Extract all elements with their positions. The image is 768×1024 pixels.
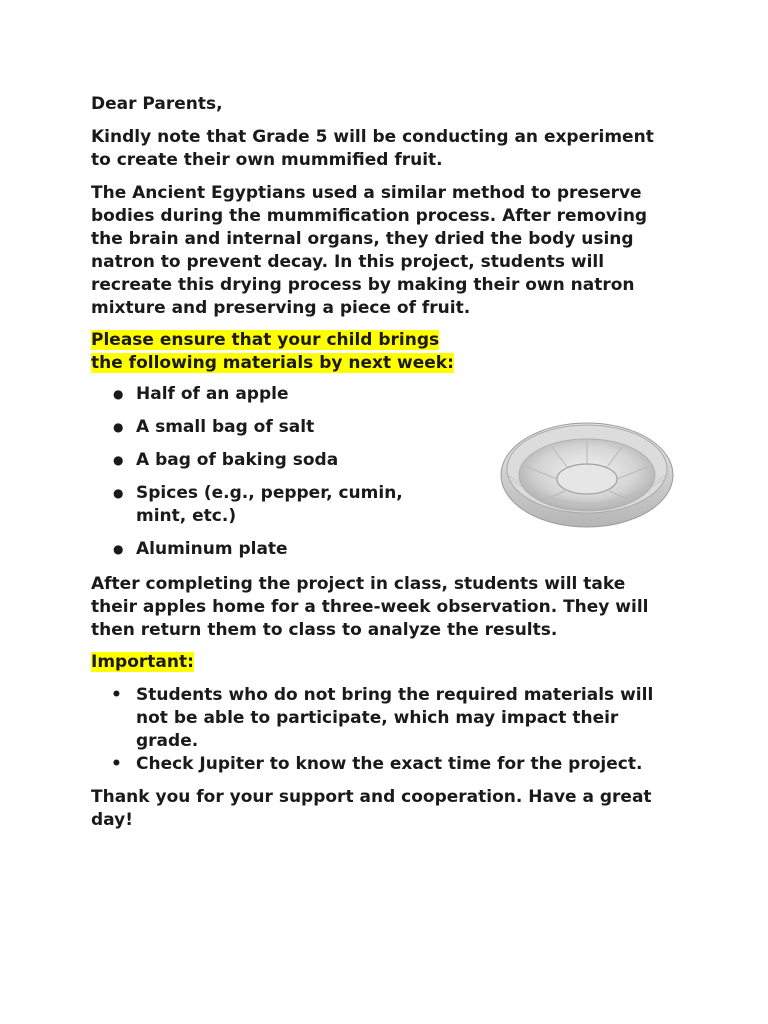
bullet-icon: ● — [113, 387, 124, 401]
important-label: Important: — [91, 652, 194, 672]
aluminum-plate-image — [497, 405, 677, 535]
bullet-icon: ● — [113, 486, 124, 500]
bullet-icon: • — [111, 754, 122, 774]
bullet-icon: • — [111, 685, 122, 705]
materials-list — [91, 383, 491, 571]
bullet-icon: ● — [113, 420, 124, 434]
list-item — [91, 449, 491, 472]
request-line-highlighted: Please ensure that your child brings — [91, 330, 440, 350]
intro-line: to create their own mummified fruit. — [91, 150, 443, 170]
material-label: A small bag of salt — [136, 417, 315, 437]
material-label: A bag of baking soda — [136, 450, 339, 470]
request-paragraph — [91, 329, 691, 375]
history-line: natron to prevent decay. In this project, students will — [91, 252, 605, 272]
history-line: recreate this drying process by making their own natron — [91, 275, 635, 295]
list-item — [91, 416, 491, 439]
list-item — [91, 684, 681, 753]
list-item — [91, 482, 436, 528]
list-item — [91, 538, 491, 561]
important-heading — [91, 651, 691, 674]
important-item-text: Check Jupiter to know the exact time for the project. — [136, 754, 643, 774]
material-label: Aluminum plate — [136, 539, 288, 559]
important-list — [91, 684, 691, 776]
bullet-icon: ● — [113, 542, 124, 556]
history-line: The Ancient Egyptians used a similar method to preserve — [91, 183, 642, 203]
list-item — [91, 753, 691, 776]
after-paragraph — [91, 573, 691, 642]
after-line: After completing the project in class, students will take — [91, 574, 626, 594]
history-line: mixture and preserving a piece of fruit. — [91, 298, 471, 318]
history-line: the brain and internal organs, they dried the body using — [91, 229, 634, 249]
closing-paragraph: Thank you for your support and cooperation. Have a great day! — [91, 787, 652, 830]
greeting: Dear Parents, — [91, 94, 223, 114]
after-line: then return them to class to analyze the results. — [91, 620, 558, 640]
material-label: Spices (e.g., pepper, cumin, mint, etc.) — [136, 483, 403, 526]
important-item-text: Students who do not bring the required materials will not be able to participate, which may impact their grade. — [136, 685, 654, 751]
history-line: bodies during the mummification process. After removing — [91, 206, 648, 226]
bullet-icon: ● — [113, 453, 124, 467]
material-label: Half of an apple — [136, 384, 289, 404]
request-line-highlighted: the following materials by next week: — [91, 353, 454, 373]
list-item — [91, 383, 491, 406]
after-line: their apples home for a three-week observation. They will — [91, 597, 649, 617]
intro-paragraph — [91, 126, 691, 172]
intro-line: Kindly note that Grade 5 will be conducting an experiment — [91, 127, 654, 147]
history-paragraph — [91, 182, 691, 320]
